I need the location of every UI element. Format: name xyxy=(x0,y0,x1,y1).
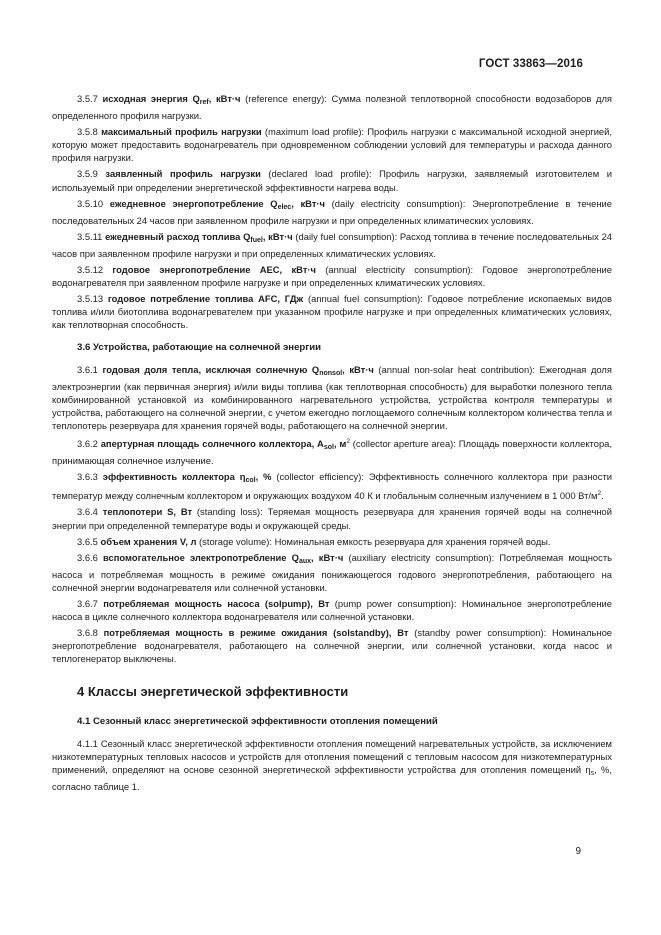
definition-3-5-9: 3.5.9 заявленный профиль нагрузки (declared load profile): Профиль нагрузки, заявляемый изготовителем и используемый при определении энергетической эффективности нагрева воды. xyxy=(52,168,612,193)
definition-3-5-11: 3.5.11 ежедневный расход топлива $Q_{fuel}$, кВт·ч (daily fuel consumption): Расход топлива в течение последовательных 24 часов при заявленном профиле нагрузки и при определенных климатических условиях. xyxy=(52,230,612,259)
section-title-4: 4 Классы энергетической эффективности xyxy=(77,684,349,700)
definition-3-6-8: 3.6.8 потребляемая мощность в режиме ожидания (solstandby), Вт (standby power consumption): Номинальное энергопотребление водонагревателя, работающего на солнечной энергии, или солнечной установки, когда насос и теплогенератор выключены. xyxy=(52,627,612,665)
definition-3-6-5: 3.6.5 объем хранения V, л (storage volume): Номинальная емкость резервуара для хранения горячей воды. xyxy=(77,535,551,547)
definition-3-5-8: 3.5.8 максимальный профиль нагрузки (maximum load profile): Профиль нагрузки с максимальной исходной энергией, которую может предоставить водонагреватель при одновременном соблюдении условий для температуры и расхода данного профиля нагрузки. xyxy=(52,126,612,164)
definition-3-5-12: 3.5.12 годовое энергопотребление AEC, кВт·ч (annual electricity consumption): Годовое энергопотребление водонагревателя при заявленном профиле нагрузке и при определенных климатических условиях. xyxy=(52,264,612,289)
definition-3-6-1: 3.6.1 годовая доля тепла, исключая солнечную $Q_{nonsol}$, кВт·ч (annual non-solar heat contribution): Ежегодная доля электроэнергии (как первичная энергия) и/или виды топлива (как теплотворная способность) для выработки полезного тепла комбинированной установкой из комбинированного нагревательного устройства, устройства контроля температуры и устройства, работающего на солнечной энергии, с учетом ежегодно поглощаемого солнечным коллектором количества тепла и теплопотерь резервуара для хранения горячей воды, работающего на солнечной энергии. xyxy=(52,363,612,431)
definition-3-5-10: 3.5.10 ежедневное энергопотребление $Q_{elec}$, кВт·ч (daily electricity consumption): Энергопотребление в течение последовательных 24 часов при заявленном профиле нагрузки и при определенных климатических условиях. xyxy=(52,197,612,226)
definition-3-5-13: 3.5.13 годовое потребление топлива AFC, ГДж (annual fuel consumption): Годовое потребление ископаемых видов топлива и/или биотоплива водонагревателем при указанном профиле нагрузке и при определенных климатических условиях, как теплотворная способность. xyxy=(52,293,612,331)
paragraph-4-1-1: 4.1.1 Сезонный класс энергетической эффективности отопления помещений нагревательных устройств, за исключением низкотемпературных тепловых насосов и устройств для отопления помещений с тепловым насосом для низкотемпературных применений, определяют на основе сезонной энергетической эффективности устройства для отопления помещений $\eta_s$, %, согласно таблице 1. xyxy=(52,737,612,792)
definition-3-6-2: 3.6.2 апертурная площадь солнечного коллектора, $A_{sol}$, $м^2$ (collector aperture area): Площадь поверхности коллектора, принимающая солнечное излучение. xyxy=(52,438,612,467)
definition-3-5-7: 3.5.7 исходная энергия $Q_{ref}$, кВт·ч (reference energy): Сумма полезной теплотворной способности водозаборов для определенного профиля нагрузки. xyxy=(52,93,612,122)
definition-3-6-7: 3.6.7 потребляемая мощность насоса (solpump), Вт (pump power consumption): Номинальное энергопотребление насоса в цикле солнечного коллектора водонагревателя или солнечной установки. xyxy=(52,598,612,623)
definition-3-6-6: 3.6.6 вспомогательное электропотребление $Q_{aux}$, кВт·ч (auxiliary electricity consumption): Потребляемая мощность насоса и потребляемая мощность в режиме ожидания понижающегося годового энергопотребления, работающего на солнечной энергии водонагревателя или солнечной установки. xyxy=(52,551,612,593)
document-body xyxy=(52,92,612,793)
definition-3-6-4: 3.6.4 теплопотери S, Вт (standing loss): Теряемая мощность резервуара для хранения горячей воды на солнечной энергии при определенной температуре воды и окружающей среды. xyxy=(52,506,612,531)
subsection-title-4-1: 4.1 Сезонный класс энергетической эффективности отопления помещений xyxy=(77,715,438,727)
page-number: 9 xyxy=(575,846,581,857)
definition-3-6-3: 3.6.3 эффективность коллектора $\eta_{col}$, % (collector efficiency): Эффективность солнечного коллектора при разности температур между солнечным коллектором и окружающих воздухом 40 К и глобальным солнечным излучением в 1 000 $Вт/м^2$. xyxy=(52,471,612,502)
document-header: ГОСТ 33863—2016 xyxy=(478,58,583,70)
subsection-title-3-6: 3.6 Устройства, работающие на солнечной энергии xyxy=(77,341,322,353)
